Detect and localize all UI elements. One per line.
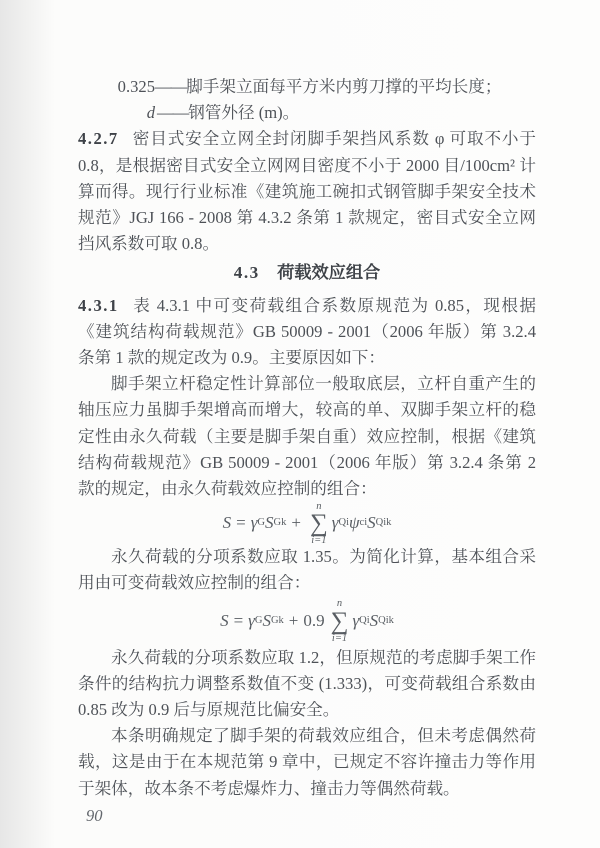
paragraph-permanent-load: 脚手架立杆稳定性计算部位一般取底层，立杆自重产生的轴压应力虽脚手架增高而增大，较高的单、双脚手架立杆的稳定性由永久荷载（主要是脚手架自重）效应控制，根据《建筑结构荷载规范》GB 50009 - 2001（2006 年版）第 3.2.4 条第 2 款的规定，由永久荷载效应控制的组合： — [78, 374, 536, 499]
formula-subscript: G — [254, 614, 263, 626]
formula-symbol: γ — [248, 610, 255, 630]
equals-sign: = — [233, 610, 244, 630]
formula-symbol: S — [265, 513, 274, 533]
formula-subscript: Gk — [273, 517, 287, 529]
definition-row-0325 — [78, 74, 536, 100]
page-number: 90 — [86, 806, 103, 825]
summation-lower-limit: i=1 — [311, 535, 327, 547]
definition-description: 钢管外径 (m)。 — [188, 103, 300, 123]
plus-sign: + — [288, 610, 299, 630]
definition-term: 0.325 — [117, 77, 155, 96]
formula-symbol: γ — [250, 513, 258, 533]
formula-subscript: Qik — [378, 614, 394, 626]
clause-4-2-7 — [78, 126, 536, 257]
definition-description: 脚手架立面每平方米内剪刀撑的平均长度； — [186, 77, 502, 96]
section-title: 荷载效应组合 — [277, 263, 381, 283]
formula-symbol: S — [369, 610, 379, 630]
formula-permanent-load-combination — [78, 500, 536, 547]
clause-number: 4.2.7 — [78, 129, 119, 149]
formula-symbol: ψ — [348, 513, 360, 533]
paragraph-simplified-combination: 永久荷载的分项系数应取 1.35。为简化计算，基本组合采用由可变荷载效应控制的组合： — [78, 547, 536, 593]
formula-symbol: S — [367, 513, 376, 533]
formula-symbol: S — [222, 513, 232, 533]
formula-subscript: Gk — [270, 614, 284, 626]
summation-lower-limit: i=1 — [331, 632, 348, 644]
formula-symbol: γ — [352, 610, 360, 630]
section-number: 4.3 — [233, 263, 260, 283]
formula-subscript: Qik — [375, 517, 392, 529]
formula-symbol: S — [262, 610, 271, 630]
formula-variable-load-combination — [78, 597, 536, 645]
symbol-definitions — [78, 74, 536, 126]
clause-4-3-1 — [78, 293, 536, 372]
summation-upper-limit: n — [336, 598, 343, 610]
definition-row-d — [78, 100, 536, 126]
paragraph-accidental-load: 本条明确规定了脚手架的荷载效应组合，但未考虑偶然荷载，这是由于在本规范第 9 章中，已规定不容许撞击力等作用于架体，故本条不考虑爆炸力、撞击力等偶然荷载。 — [78, 726, 536, 798]
summation-sign — [310, 502, 328, 547]
equals-sign: = — [236, 513, 246, 533]
sigma-icon: ∑ — [330, 607, 349, 635]
sigma-icon: ∑ — [309, 510, 328, 538]
formula-subscript: ci — [359, 517, 368, 529]
section-heading-4-3 — [78, 260, 536, 286]
formula-symbol: S — [220, 610, 229, 630]
definition-dash: —— — [155, 77, 187, 96]
clause-text: 密目式安全立网全封闭脚手架挡风系数 φ 可取不小于 0.8，是根据密目式安全立网网目密度不小于 2000 目/100cm² 计算而得。现行行业标准《建筑施工碗扣式钢管脚手架安全技术规范》JGJ 166 - 2008 第 4.3.2 条第 1 款规定，密目式安全立网挡风系数可取 0.8。 — [78, 129, 537, 254]
clause-number: 4.3.1 — [78, 295, 119, 315]
definition-term: d — [146, 103, 155, 123]
text-block — [78, 74, 536, 802]
plus-sign: + — [291, 513, 301, 533]
formula-symbol: γ — [331, 513, 339, 533]
summation-sign — [331, 599, 349, 644]
paragraph-partial-factor: 永久荷载的分项系数应取 1.2，但原规范的考虑脚手架工作条件的结构抗力调整系数值不变 (1.333)，可变荷载组合系数由 0.85 改为 0.9 后与原规范比偏安全。 — [78, 647, 536, 720]
formula-subscript: G — [257, 517, 266, 529]
coefficient: 0.9 — [303, 610, 325, 630]
clause-text: 表 4.3.1 中可变荷载组合系数原规范为 0.85，现根据《建筑结构荷载规范》GB 50009 - 2001（2006 年版）第 3.2.4 条第 1 款的规定改为 0.9。主要原因如下： — [78, 295, 537, 368]
formula-subscript: Qi — [338, 517, 349, 529]
summation-upper-limit: n — [316, 500, 322, 512]
definition-dash: —— — [157, 103, 189, 123]
formula-subscript: Qi — [359, 614, 370, 626]
